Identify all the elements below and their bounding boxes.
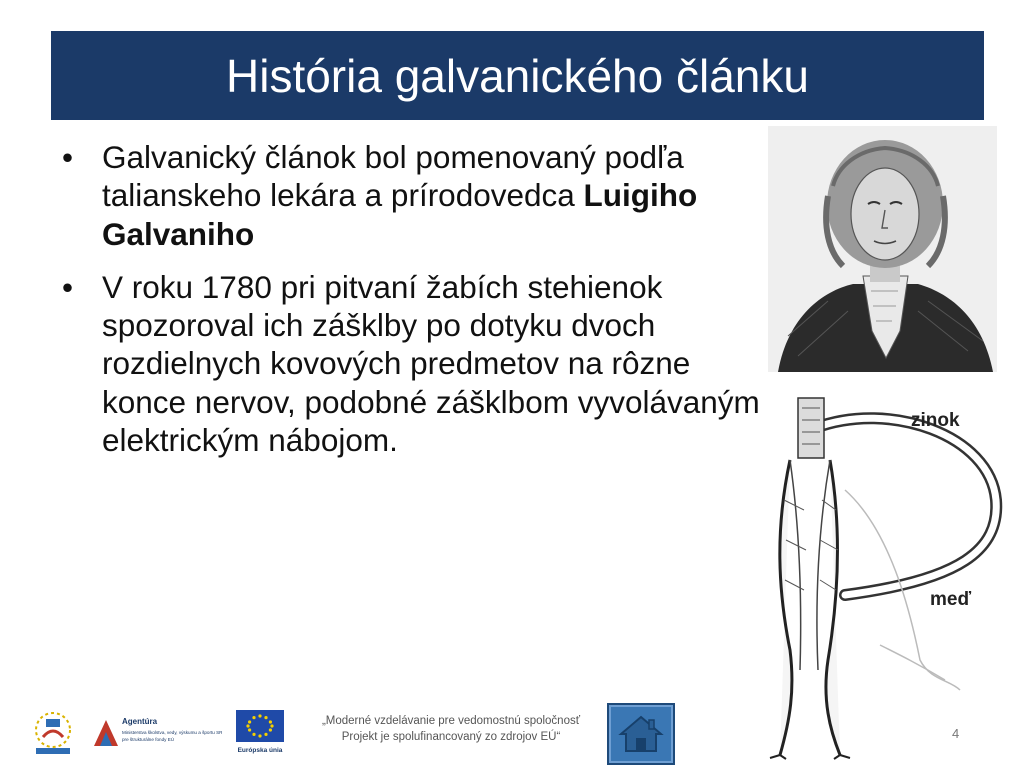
bullet-text: V roku 1780 pri pitvaní žabích stehienok spozoroval ich zášklby po dotyku dvoch rozdielnych kovových predmetov na rôzne konce nervov, podobné zášklbom vyvolávaným elektrickým nábojom. <box>102 268 760 458</box>
svg-text:pre štrukturálne fondy EÚ: pre štrukturálne fondy EÚ <box>122 737 175 742</box>
label-zinc: zinok <box>911 410 960 431</box>
bullet-item <box>58 138 768 253</box>
eu-logo-label: Európska únia <box>237 747 283 754</box>
bullet-item <box>58 268 768 459</box>
agency-logo <box>92 712 222 752</box>
bullet-text: Galvanický článok bol pomenovaný podľa talianskeho lekára a prírodovedca <box>102 139 684 214</box>
svg-text:Ministerstva školstva, vedy, v: Ministerstva školstva, vedy, výskumu a športu SR <box>122 730 222 735</box>
label-copper: meď <box>930 589 972 610</box>
footer-caption-line2: Projekt je spolufinancovaný zo zdrojov EÚ“ <box>341 730 561 743</box>
footer-caption <box>296 714 606 745</box>
page-number: 4 <box>952 726 960 741</box>
agency-logo-title: Agentúra <box>122 717 158 726</box>
eu-flag-logo <box>234 708 286 756</box>
footer-logos <box>26 707 286 757</box>
frog-leg-experiment-image <box>760 380 1006 760</box>
galvani-portrait-image <box>768 126 997 372</box>
title-bar <box>51 31 984 120</box>
bullet-list <box>58 138 768 474</box>
house-icon <box>618 714 664 754</box>
operational-program-logo-icon <box>26 707 80 757</box>
home-button[interactable] <box>607 703 675 765</box>
slide-title: História galvanického článku <box>226 49 809 102</box>
bullet-bold-name: Luigiho Galvaniho <box>102 177 698 252</box>
footer-caption-line1: „Moderné vzdelávanie pre vedomostnú spoločnosť <box>321 715 581 727</box>
